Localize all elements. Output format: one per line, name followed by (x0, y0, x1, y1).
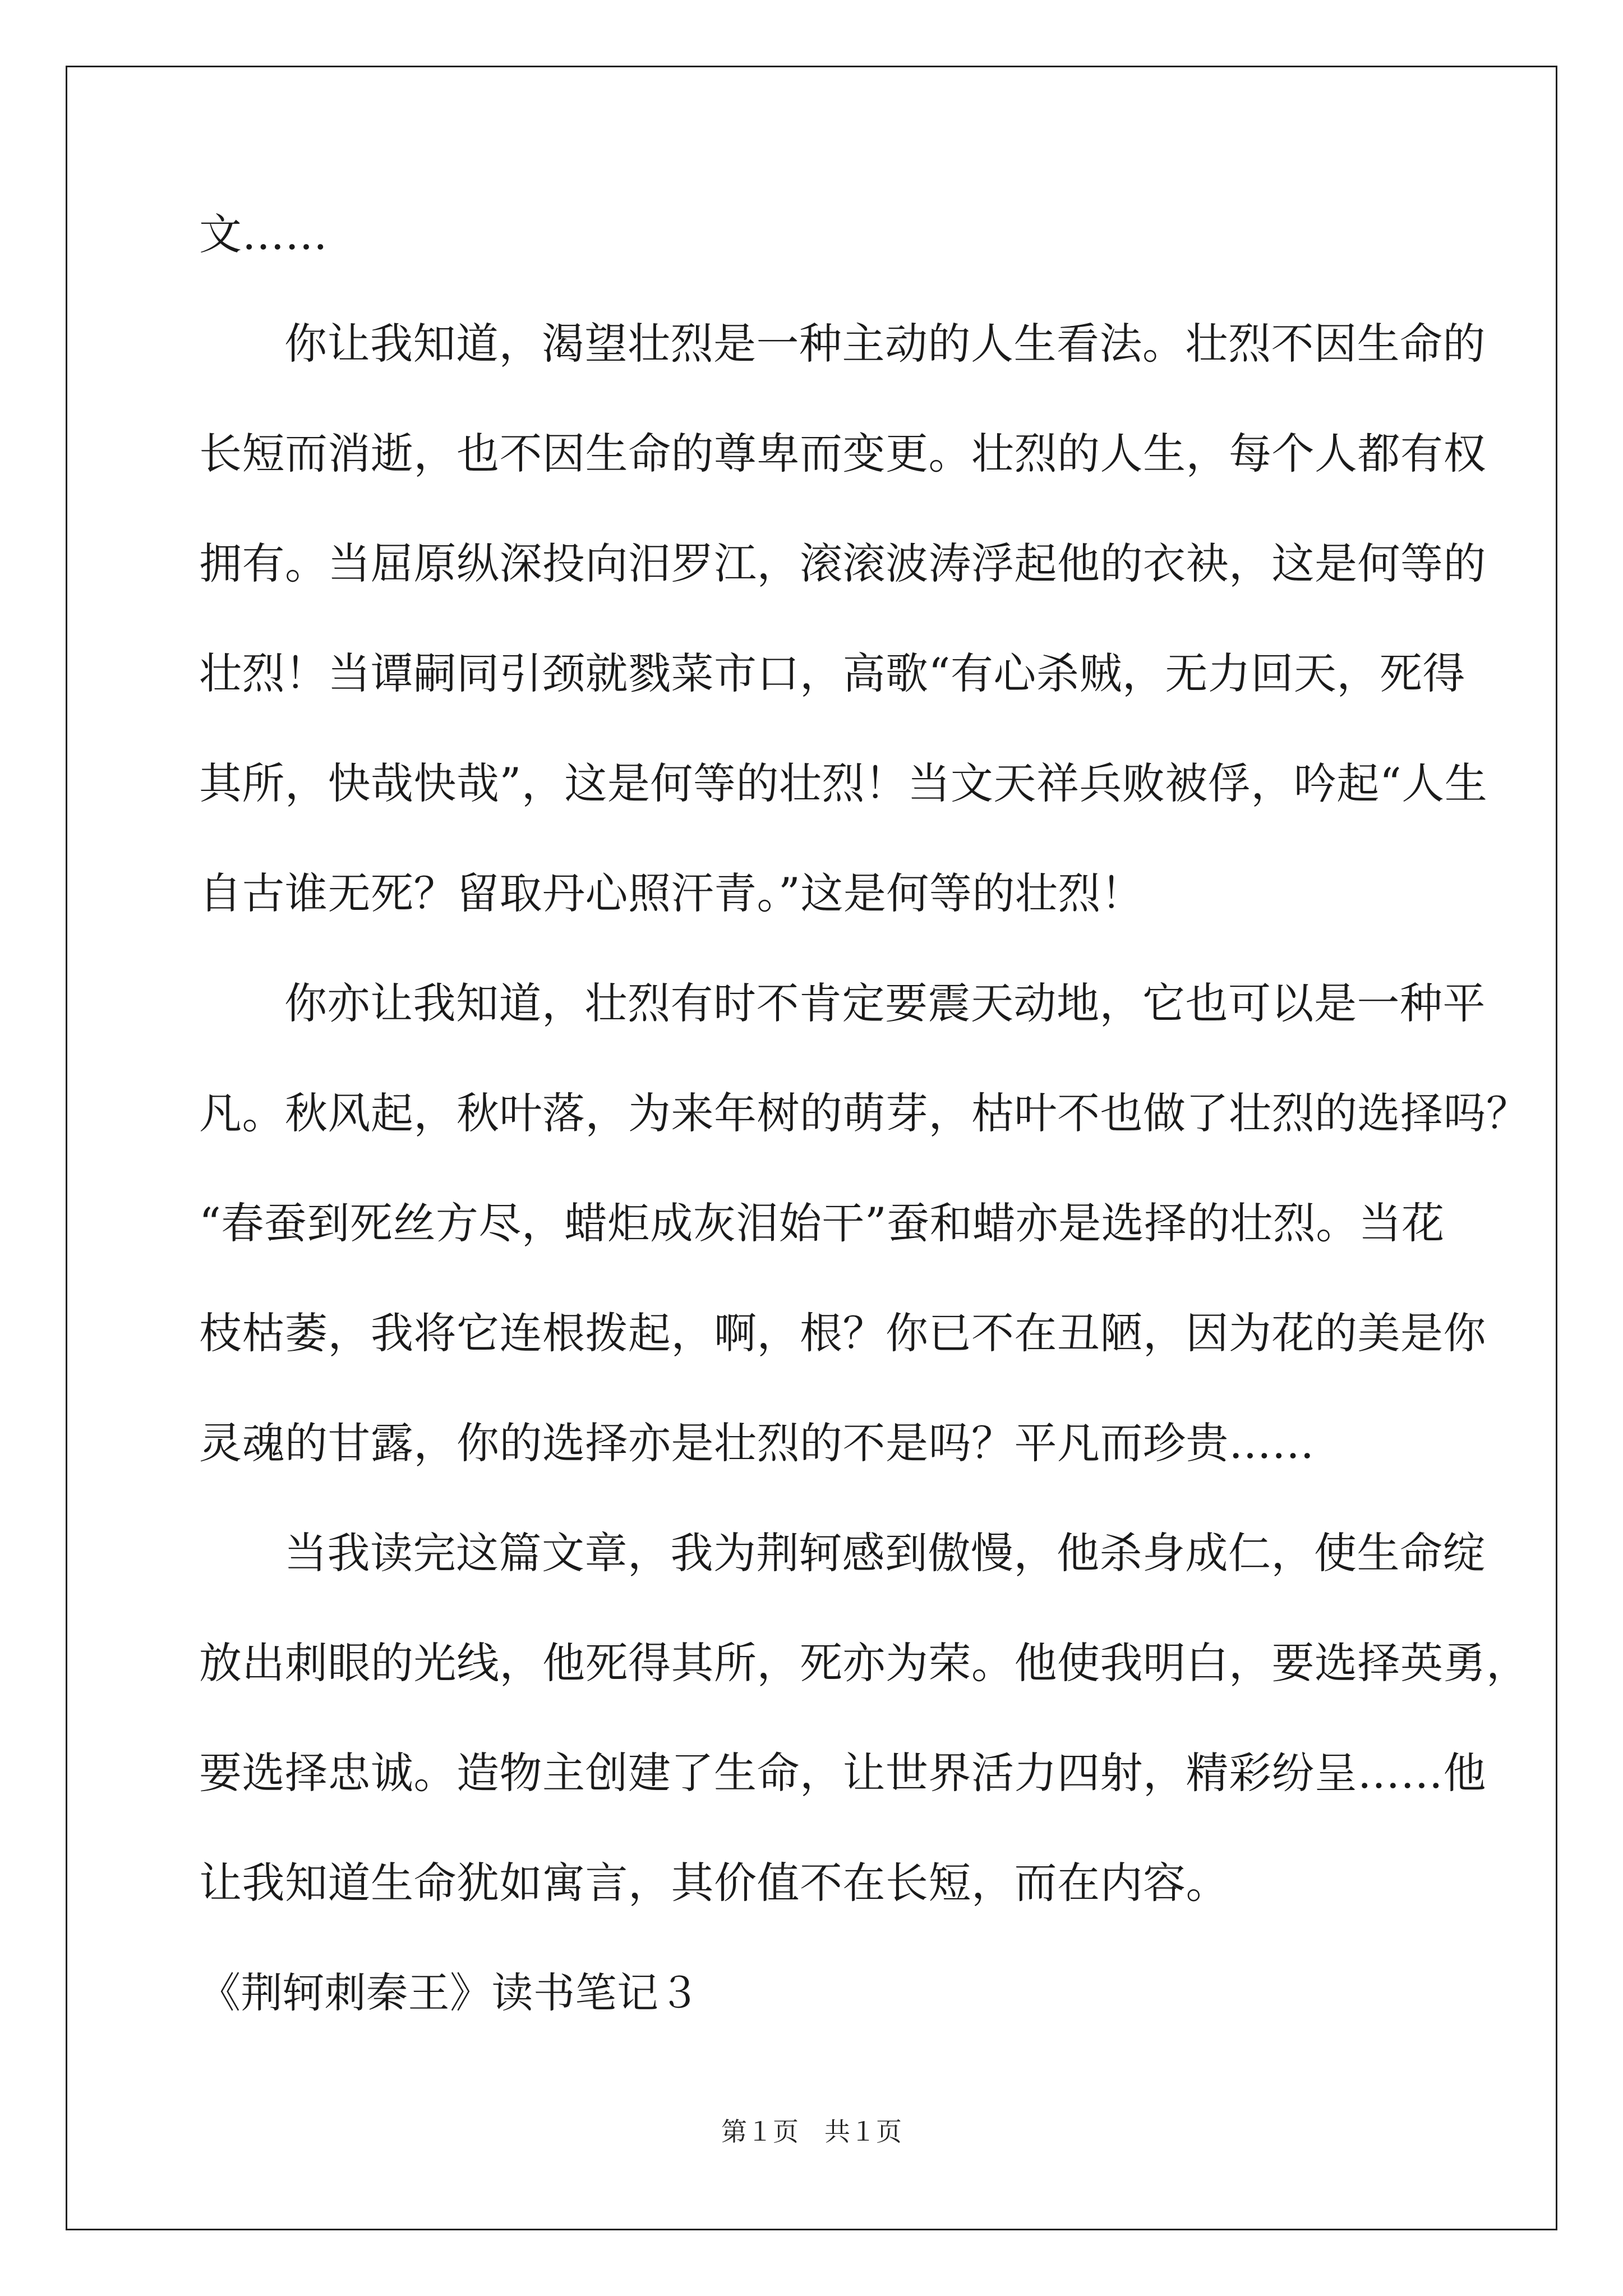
text-line: “春蚕到死丝方尽，蜡炬成灰泪始干”蚕和蜡亦是选择的壮烈。当花 (199, 1198, 1445, 1248)
text-line: 要选择忠诚。造物主创建了生命，让世界活力四射，精彩纷呈……他 (199, 1748, 1486, 1798)
text-line: 让我知道生命犹如寓言，其价值不在长短，而在内容。 (199, 1858, 1229, 1908)
text-line: 壮烈！当谭嗣同引颈就戮菜市口，高歌“有心杀贼，无力回天，死得 (199, 648, 1465, 698)
text-line: 拥有。当屈原纵深投向汨罗江，滚滚波涛浮起他的衣袂，这是何等的 (199, 539, 1486, 588)
text-line: 你亦让我知道，壮烈有时不肯定要震天动地，它也可以是一种平 (284, 978, 1486, 1028)
text-line: 枝枯萎，我将它连根拨起，啊，根？你已不在丑陋，因为花的美是你 (199, 1308, 1486, 1358)
page-footer: 第１页 共１页 (721, 2116, 902, 2147)
text-line: 其所，快哉快哉”，这是何等的壮烈！当文天祥兵败被俘，吟起“人生 (199, 758, 1488, 808)
text-line: 文…… (199, 209, 328, 259)
text-line: 长短而消逝，也不因生命的尊卑而变更。壮烈的人生，每个人都有权 (199, 429, 1486, 478)
text-line: 自古谁无死？留取丹心照汗青。”这是何等的壮烈！ (199, 868, 1144, 918)
text-line: 放出刺眼的光线，他死得其所，死亦为荣。他使我明白，要选择英勇， (199, 1638, 1529, 1688)
text-line: 当我读完这篇文章，我为荆轲感到傲慢，他杀身成仁，使生命绽 (284, 1528, 1486, 1578)
section-heading: 《荆轲刺秦王》读书笔记３ (199, 1969, 700, 2017)
text-line: 凡。秋风起，秋叶落，为来年树的萌芽，枯叶不也做了壮烈的选择吗？ (199, 1088, 1529, 1138)
text-line: 灵魂的甘露，你的选择亦是壮烈的不是吗？平凡而珍贵…… (199, 1418, 1315, 1468)
text-line: 你让我知道，渴望壮烈是一种主动的人生看法。壮烈不因生命的 (284, 319, 1486, 369)
